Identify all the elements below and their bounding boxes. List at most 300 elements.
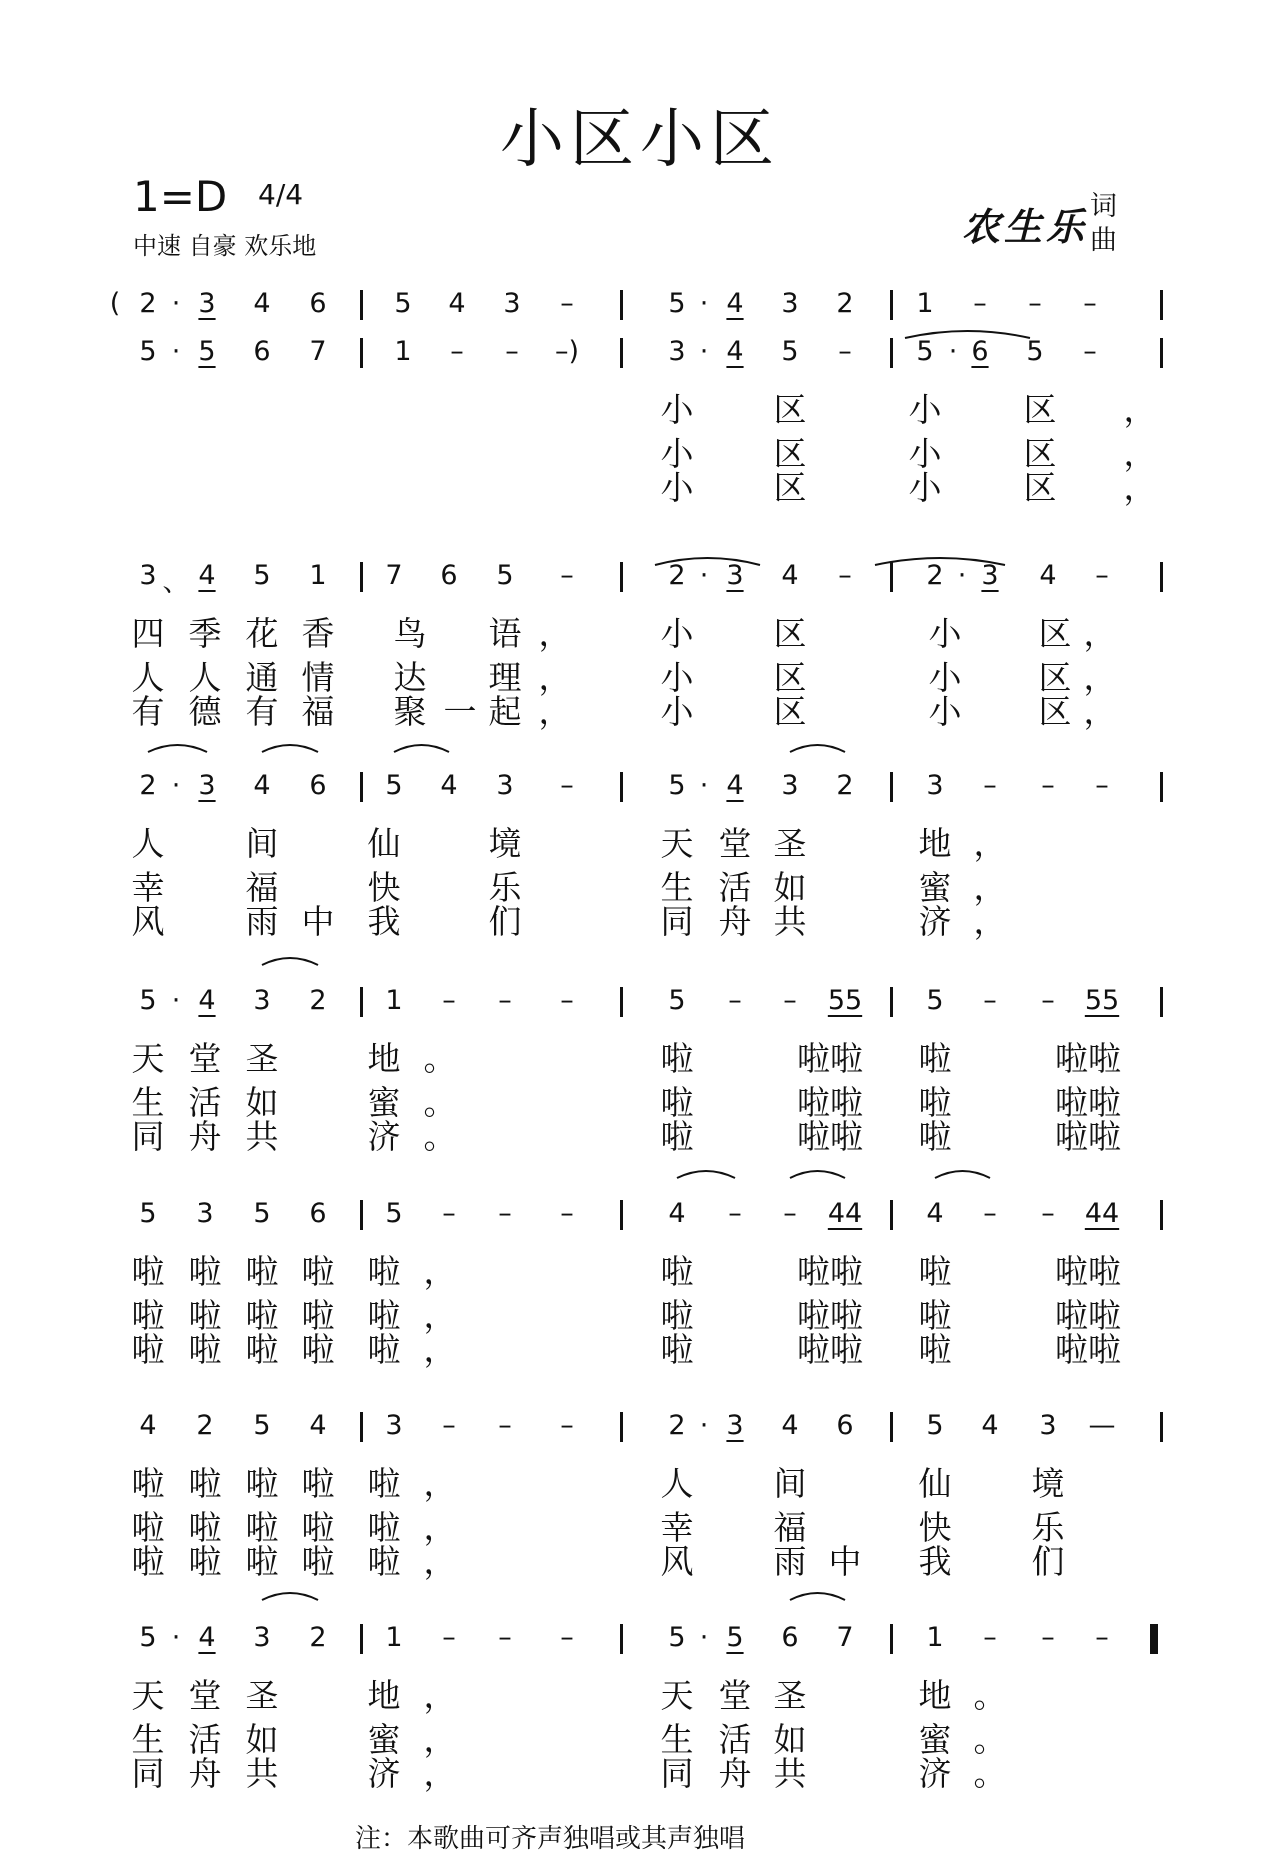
note-symbol: 44	[827, 1198, 863, 1229]
note-symbol: ·	[171, 1622, 181, 1653]
note-symbol: –	[973, 288, 987, 319]
lyric-char: 啦	[301, 1252, 335, 1291]
lyric-char: 间	[773, 1464, 807, 1503]
note-symbol: 6	[971, 336, 989, 367]
lyric-char: ，	[423, 1676, 457, 1715]
note-symbol: 6	[781, 1622, 799, 1653]
slur-arc	[790, 1171, 845, 1178]
note-symbol: –	[1095, 1622, 1109, 1653]
note-symbol: 5	[139, 336, 157, 367]
lyric-char: 通	[245, 658, 279, 697]
lyric-char: 啦	[660, 1296, 694, 1335]
note-symbol: 5	[668, 1622, 686, 1653]
note-symbol: 2	[139, 288, 157, 319]
lyric-char: 堂	[188, 1676, 222, 1715]
lyric-char: 生	[131, 1083, 165, 1122]
note-symbol: ·	[699, 1410, 709, 1441]
note-symbol: 2	[309, 985, 327, 1016]
note-symbol: 55	[827, 985, 863, 1016]
note-symbol: 3	[196, 1198, 214, 1229]
lyric-char: 啦啦	[797, 1083, 863, 1122]
slur-arc	[935, 1171, 990, 1178]
lyric-char: 达	[393, 658, 427, 697]
note-symbol: 1	[394, 336, 412, 367]
lyric-char: 雨	[773, 1542, 807, 1581]
music-credit: 曲	[1090, 225, 1117, 256]
lyric-char: 啦	[367, 1330, 401, 1369]
lyric-char: ，	[973, 824, 1007, 863]
note-symbol: 2	[836, 288, 854, 319]
lyric-char: 区	[1023, 468, 1057, 507]
lyric-char: 区	[1038, 658, 1072, 697]
lyric-char: 啦啦	[1055, 1296, 1121, 1335]
note-symbol: 4	[668, 1198, 686, 1229]
note-symbol: 5	[916, 336, 934, 367]
lyric-char: 同	[131, 1117, 165, 1156]
lyric-char: ，	[973, 902, 1007, 941]
lyric-char: 乐	[1031, 1508, 1065, 1547]
lyric-char: 我	[918, 1542, 952, 1581]
note-symbol: 2	[668, 560, 686, 591]
lyric-char: 啦	[245, 1542, 279, 1581]
lyric-char: 区	[773, 390, 807, 429]
note-symbol: 1	[309, 560, 327, 591]
lyric-char: 区	[773, 468, 807, 507]
note-symbol: 3	[253, 1622, 271, 1653]
lyric-char: 活	[718, 1720, 752, 1759]
lyric-char: 境	[1031, 1464, 1065, 1503]
note-symbol: 4	[726, 288, 744, 319]
lyric-char: 同	[660, 1754, 694, 1793]
lyric-char: 济	[367, 1754, 401, 1793]
lyric-char: 啦	[188, 1330, 222, 1369]
lyric-char: 区	[1038, 692, 1072, 731]
note-symbol: 5	[781, 336, 799, 367]
lyric-char: 小	[908, 468, 942, 507]
note-symbol: 3	[496, 770, 514, 801]
note-symbol: –	[983, 770, 997, 801]
note-symbol: ·	[699, 336, 709, 367]
lyric-char: 啦	[188, 1508, 222, 1547]
lyric-char: 啦	[660, 1252, 694, 1291]
note-symbol: –	[442, 1410, 456, 1441]
lyric-char: 啦	[918, 1039, 952, 1078]
note-symbol: 4	[781, 1410, 799, 1441]
lyric-char: 境	[488, 824, 522, 863]
note-symbol: 4	[781, 560, 799, 591]
note-symbol: 5	[139, 1622, 157, 1653]
lyric-char: 地	[918, 1676, 952, 1715]
lyric-char: 啦	[131, 1464, 165, 1503]
lyric-char: 啦啦	[1055, 1252, 1121, 1291]
lyric-char: 啦	[131, 1330, 165, 1369]
slur-arc	[790, 745, 845, 752]
lyric-char: 们	[1031, 1542, 1065, 1581]
lyric-char: 区	[1023, 390, 1057, 429]
lyric-char: 啦	[367, 1252, 401, 1291]
lyric-char: 啦	[660, 1330, 694, 1369]
note-symbol: 5	[385, 770, 403, 801]
note-symbol: —	[1088, 1410, 1116, 1441]
lyric-char: 啦	[301, 1542, 335, 1581]
lyric-char: 啦	[660, 1117, 694, 1156]
note-symbol: 3	[926, 770, 944, 801]
lyric-char: 共	[773, 1754, 807, 1793]
note-symbol: 55	[1084, 985, 1120, 1016]
note-symbol: (	[109, 288, 121, 319]
lyric-char: 啦	[131, 1542, 165, 1581]
note-symbol: 4	[309, 1410, 327, 1441]
note-symbol: 5	[253, 1410, 271, 1441]
lyric-char: 小	[660, 468, 694, 507]
lyric-char: 啦啦	[1055, 1083, 1121, 1122]
note-symbol: –	[442, 1198, 456, 1229]
note-symbol: 4	[1039, 560, 1057, 591]
lyric-char: ，	[973, 868, 1007, 907]
lyric-char: 人	[131, 824, 165, 863]
lyric-char: 。	[423, 1117, 457, 1156]
note-symbol: ·	[948, 336, 958, 367]
note-symbol: ·	[699, 1622, 709, 1653]
note-symbol: –	[1095, 770, 1109, 801]
lyric-char: 地	[918, 824, 952, 863]
lyric-char: 四	[131, 614, 165, 653]
slur-arc	[394, 745, 449, 752]
note-symbol: 5	[139, 985, 157, 1016]
lyric-char: 仙	[918, 1464, 952, 1503]
lyric-char: 堂	[188, 1039, 222, 1078]
note-symbol: –)	[554, 336, 580, 367]
lyric-char: 。	[973, 1720, 1007, 1759]
lyric-char: 我	[367, 902, 401, 941]
note-symbol: 4	[926, 1198, 944, 1229]
lyric-char: 活	[188, 1720, 222, 1759]
lyric-char: 啦	[245, 1330, 279, 1369]
lyric-char: 小	[660, 614, 694, 653]
note-symbol: 7	[385, 560, 403, 591]
lyric-char: 人	[660, 1464, 694, 1503]
tempo-marking: 中速 自豪 欢乐地	[133, 232, 317, 260]
note-symbol: ·	[699, 770, 709, 801]
note-symbol: 2	[196, 1410, 214, 1441]
lyric-char: 啦	[918, 1252, 952, 1291]
note-symbol: ·	[171, 288, 181, 319]
lyric-char: 啦啦	[1055, 1117, 1121, 1156]
note-symbol: –	[560, 288, 574, 319]
note-symbol: 4	[253, 770, 271, 801]
lyric-char: 啦	[131, 1508, 165, 1547]
note-symbol: 5	[253, 560, 271, 591]
lyric-char: ，	[1083, 614, 1117, 653]
lyric-char: 们	[488, 902, 522, 941]
lyric-char: 季	[188, 614, 222, 653]
lyric-char: 小	[928, 658, 962, 697]
lyric-char: 一	[443, 692, 477, 731]
note-symbol: 6	[253, 336, 271, 367]
lyric-char: 天	[131, 1039, 165, 1078]
lyric-char: 舟	[188, 1754, 222, 1793]
note-symbol: 3	[253, 985, 271, 1016]
slur-arc	[677, 1171, 735, 1178]
song-title: 小区小区	[500, 103, 780, 177]
lyric-char: 人	[131, 658, 165, 697]
note-symbol: 5	[668, 985, 686, 1016]
lyric-char: 区	[773, 658, 807, 697]
lyric-char: 仙	[367, 824, 401, 863]
lyric-char: 中	[828, 1542, 862, 1581]
note-symbol: 5	[926, 1410, 944, 1441]
lyric-char: 小	[928, 614, 962, 653]
lyric-char: 有	[131, 692, 165, 731]
lyric-char: ，	[1083, 658, 1117, 697]
slur-arc	[262, 958, 318, 965]
note-symbol: 6	[440, 560, 458, 591]
note-symbol: ·	[171, 336, 181, 367]
lyric-char: 生	[131, 1720, 165, 1759]
lyric-char: 共	[245, 1117, 279, 1156]
slur-arc	[875, 558, 1005, 565]
lyric-char: ，	[423, 1720, 457, 1759]
lyric-char: 堂	[718, 1676, 752, 1715]
lyric-char: 啦	[131, 1296, 165, 1335]
note-symbol: ·	[699, 288, 709, 319]
lyric-char: 如	[245, 1083, 279, 1122]
note-symbol: –	[1083, 336, 1097, 367]
note-symbol: 5	[394, 288, 412, 319]
lyric-char: ，	[423, 1542, 457, 1581]
lyric-char: 蜜	[367, 1083, 401, 1122]
note-symbol: –	[838, 560, 852, 591]
lyric-char: 福	[301, 692, 335, 731]
lyric-char: 生	[660, 868, 694, 907]
lyric-char: 福	[245, 868, 279, 907]
slur-arc	[148, 745, 207, 752]
lyric-char: 共	[245, 1754, 279, 1793]
lyric-char: 圣	[773, 824, 807, 863]
lyric-char: 啦	[367, 1542, 401, 1581]
note-symbol: 4	[253, 288, 271, 319]
lyric-char: 间	[245, 824, 279, 863]
note-symbol: –	[450, 336, 464, 367]
note-symbol: 6	[309, 770, 327, 801]
note-symbol: 3	[668, 336, 686, 367]
lyric-char: 啦	[301, 1296, 335, 1335]
note-symbol: 3	[139, 560, 157, 591]
note-symbol: 1	[926, 1622, 944, 1653]
lyric-char: 福	[773, 1508, 807, 1547]
lyric-char: ，	[1123, 390, 1157, 429]
lyric-char: 啦	[918, 1296, 952, 1335]
note-symbol: –	[1028, 288, 1042, 319]
note-symbol: 4	[726, 336, 744, 367]
slur-arc	[905, 331, 1030, 338]
note-symbol: 5	[139, 1198, 157, 1229]
lyric-char: 天	[660, 1676, 694, 1715]
lyric-char: 舟	[188, 1117, 222, 1156]
lyric-char: 啦	[367, 1296, 401, 1335]
note-symbol: 5	[726, 1622, 744, 1653]
lyric-char: ，	[423, 1508, 457, 1547]
time-signature: 4/4	[258, 178, 304, 211]
note-symbol: 1	[916, 288, 934, 319]
note-symbol: 2	[836, 770, 854, 801]
lyric-char: 地	[367, 1676, 401, 1715]
lyric-char: 济	[367, 1117, 401, 1156]
note-symbol: 4	[981, 1410, 999, 1441]
lyrics-credit: 词	[1090, 191, 1117, 222]
note-symbol: 1	[385, 1622, 403, 1653]
lyric-char: ，	[538, 658, 572, 697]
lyric-char: ，	[423, 1252, 457, 1291]
note-symbol: –	[783, 985, 797, 1016]
note-symbol: –	[560, 770, 574, 801]
lyric-char: 如	[773, 868, 807, 907]
lyric-char: 啦	[131, 1252, 165, 1291]
lyric-char: 啦	[660, 1039, 694, 1078]
lyric-char: 济	[918, 1754, 952, 1793]
lyric-char: 啦	[245, 1296, 279, 1335]
lyric-char: 同	[131, 1754, 165, 1793]
note-symbol: 3	[726, 1410, 744, 1441]
note-symbol: 5	[926, 985, 944, 1016]
note-symbol: 5	[253, 1198, 271, 1229]
lyric-char: 啦啦	[797, 1252, 863, 1291]
lyric-char: 啦	[188, 1542, 222, 1581]
lyric-char: 情	[301, 658, 335, 697]
lyric-char: ，	[1123, 434, 1157, 473]
lyric-char: 啦	[301, 1464, 335, 1503]
lyric-char: 区	[1038, 614, 1072, 653]
lyric-char: 圣	[245, 1676, 279, 1715]
footnote: 注：本歌曲可齐声独唱或其声独唱	[355, 1824, 746, 1854]
lyric-char: 雨	[245, 902, 279, 941]
lyric-char: 幸	[131, 868, 165, 907]
lyric-char: 。	[973, 1754, 1007, 1793]
note-symbol: –	[983, 1622, 997, 1653]
note-symbol: ·	[699, 560, 709, 591]
note-symbol: 3	[503, 288, 521, 319]
lyric-char: 蜜	[367, 1720, 401, 1759]
note-symbol: 4	[448, 288, 466, 319]
lyric-char: 花	[245, 614, 279, 653]
note-symbol: –	[498, 1198, 512, 1229]
lyric-char: 小	[908, 390, 942, 429]
lyric-char: 有	[245, 692, 279, 731]
note-symbol: 5	[1026, 336, 1044, 367]
lyric-char: 蜜	[918, 868, 952, 907]
note-symbol: 3	[981, 560, 999, 591]
lyric-char: 啦	[188, 1464, 222, 1503]
note-symbol: 4	[139, 1410, 157, 1441]
lyric-char: 。	[423, 1083, 457, 1122]
note-symbol: 5	[385, 1198, 403, 1229]
lyric-char: 啦	[188, 1296, 222, 1335]
lyric-char: 乐	[488, 868, 522, 907]
note-symbol: –	[560, 560, 574, 591]
note-symbol: –	[560, 1198, 574, 1229]
lyric-char: 理	[488, 658, 522, 697]
lyric-char: 小	[928, 692, 962, 731]
slur-arc	[262, 1593, 318, 1600]
note-symbol: 6	[836, 1410, 854, 1441]
lyric-char: ，	[538, 692, 572, 731]
note-symbol: 1	[385, 985, 403, 1016]
lyric-char: 区	[773, 692, 807, 731]
lyric-char: 鸟	[393, 614, 427, 653]
note-symbol: 3	[198, 288, 216, 319]
lyric-char: 啦	[245, 1508, 279, 1547]
lyric-char: 德	[188, 692, 222, 731]
lyric-char: ，	[423, 1464, 457, 1503]
author-name: 农生乐	[962, 205, 1089, 249]
note-symbol: –	[442, 1622, 456, 1653]
lyric-char: 济	[918, 902, 952, 941]
lyric-char: 生	[660, 1720, 694, 1759]
note-symbol: 6	[309, 1198, 327, 1229]
note-symbol: 5	[668, 288, 686, 319]
note-symbol: –	[560, 1622, 574, 1653]
note-symbol: –	[560, 1410, 574, 1441]
lyric-char: 如	[245, 1720, 279, 1759]
lyric-char: 啦	[367, 1464, 401, 1503]
lyric-char: 啦啦	[797, 1296, 863, 1335]
lyric-char: 啦啦	[1055, 1039, 1121, 1078]
note-symbol: 5	[668, 770, 686, 801]
note-symbol: –	[983, 985, 997, 1016]
lyric-char: 小	[908, 434, 942, 473]
lyric-char: 小	[660, 692, 694, 731]
note-symbol: –	[442, 985, 456, 1016]
lyric-char: 语	[488, 614, 522, 653]
lyric-char: 同	[660, 902, 694, 941]
note-symbol: 7	[836, 1622, 854, 1653]
lyric-char: 共	[773, 902, 807, 941]
lyric-char: 啦	[918, 1330, 952, 1369]
note-symbol: 5	[496, 560, 514, 591]
note-symbol: –	[498, 1410, 512, 1441]
note-symbol: 4	[440, 770, 458, 801]
lyric-char: 天	[131, 1676, 165, 1715]
lyric-char: 小	[660, 658, 694, 697]
key-signature: 1=D	[133, 172, 228, 221]
note-symbol: –	[1041, 985, 1055, 1016]
note-symbol: –	[1041, 770, 1055, 801]
note-symbol: ·	[171, 770, 181, 801]
lyric-char: 人	[188, 658, 222, 697]
lyric-char: 地	[367, 1039, 401, 1078]
lyric-char: 活	[188, 1083, 222, 1122]
lyric-char: ，	[1083, 692, 1117, 731]
note-symbol: 4	[198, 560, 216, 591]
lyric-char: 舟	[718, 1754, 752, 1793]
note-symbol: 、	[162, 567, 190, 598]
lyric-char: 区	[773, 434, 807, 473]
lyric-char: 啦	[660, 1083, 694, 1122]
note-symbol: –	[1041, 1622, 1055, 1653]
lyric-char: 幸	[660, 1508, 694, 1547]
lyric-char: 啦啦	[1055, 1330, 1121, 1369]
note-symbol: –	[838, 336, 852, 367]
note-symbol: 5	[198, 336, 216, 367]
slur-arc	[655, 558, 760, 565]
note-symbol: 7	[309, 336, 327, 367]
lyric-char: 啦啦	[797, 1117, 863, 1156]
lyric-char: 啦	[245, 1252, 279, 1291]
lyric-char: 中	[301, 902, 335, 941]
lyric-char: 啦	[367, 1508, 401, 1547]
slur-arc	[262, 745, 318, 752]
note-symbol: 3	[781, 288, 799, 319]
